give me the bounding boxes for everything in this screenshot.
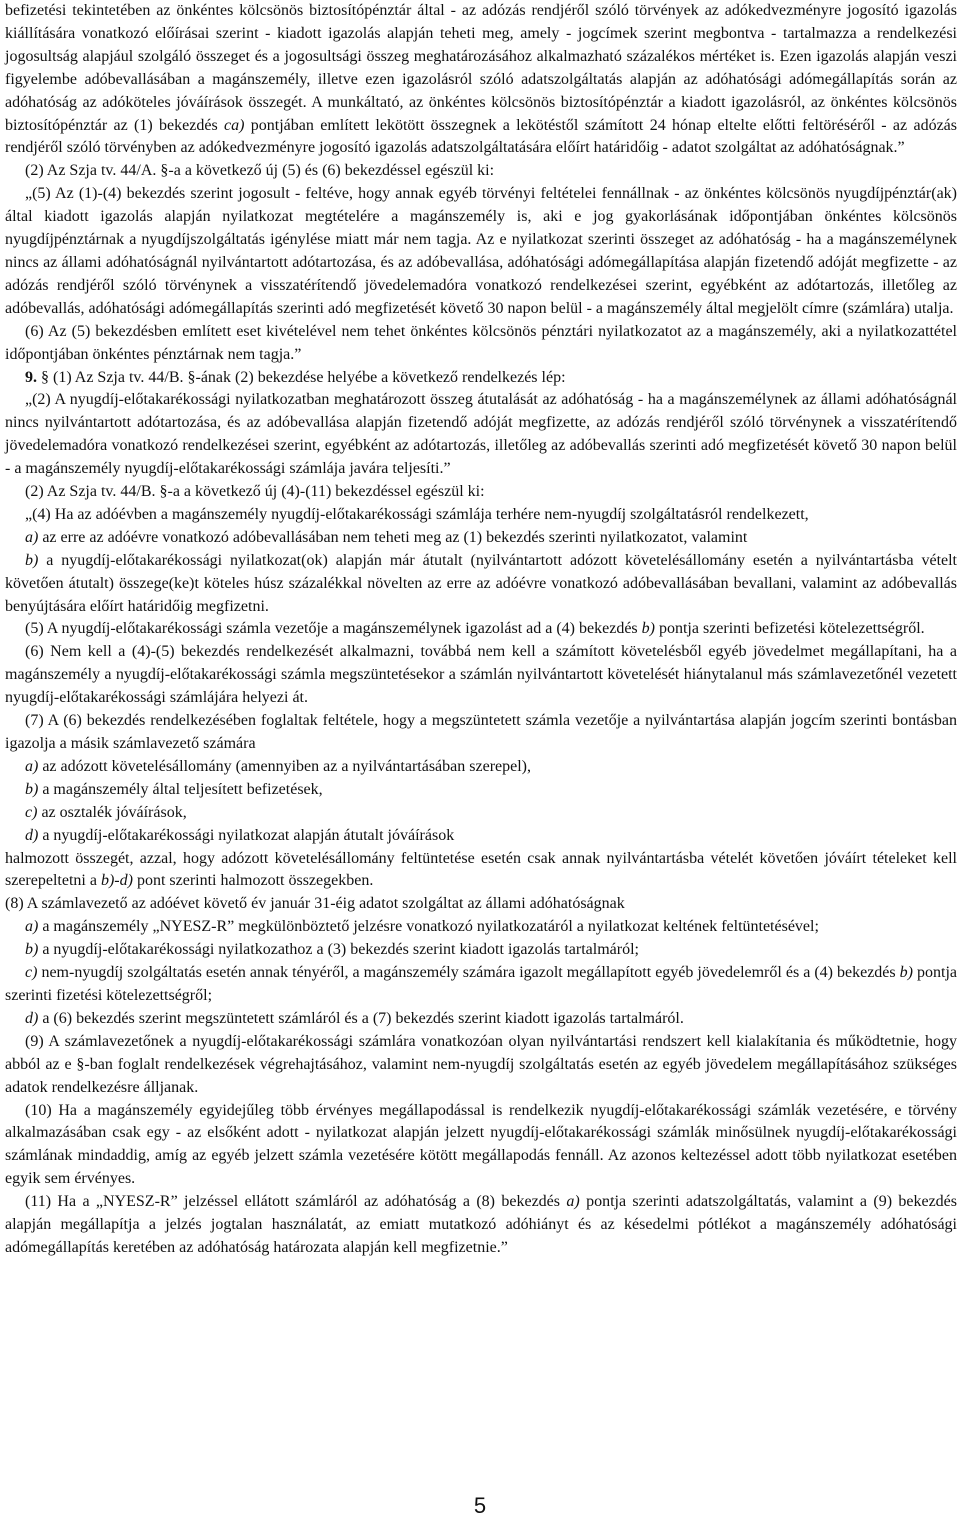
paragraph-text: „(5) Az (1)-(4) bekezdés szerint jogosult - feltéve, hogy annak egyéb törvényi feltételei fennállnak - az önkéntes kölcsönös nyugdíjpénztár(ak) által kiadott igazolás alapján nyilatkozat megtételére a magánszemély is, aki e jog gyakorlásának időpontjában önkéntes kölcsönös nyugdíjpénztárnak a nyugdíjszolgáltatás igénylése miatt már nem tagja. Az e nyilatkozat szerinti összeget az adóhatóság - ha a magánszemélynek nincs az állami adóhatóságnál nyilvántartott adótartozása, és az adóbevallása, adóhatósági adómegállapítása alapján fizetendő adóját megfizette - az adózás rendjéről szóló törvénynek a visszatérítendő jövedelemadóra vonatkozó rendelkezései szerint, egyébként az adótartozás, illetőleg az adóbevallás, adóhatósági adómegállapítás szerinti adó megfizetését követő 30 napon belül - a magánszemély által megjelölt címre (számlára) utalja.	[5, 185, 957, 317]
paragraph	[5, 893, 957, 916]
document-body	[5, 0, 957, 1260]
paragraph	[5, 1008, 957, 1031]
paragraph-text: pontja szerinti fizetési kötelezettségről;	[5, 964, 957, 1004]
point-reference: b)	[25, 551, 39, 569]
point-reference: a)	[25, 528, 39, 546]
paragraph	[5, 1031, 957, 1100]
paragraph-text: pontja szerinti adatszolgáltatás, valamint a (9) bekezdés alapján megállapítja a jelzés jogtalan használatát, az emiatt mutatkozó adóhiányt és az késedelmi pótlékot a magánszemély adóhatósági adómegállapítás keretében az adóhatóság határozata alapján kell megfizetnie.”	[5, 1193, 958, 1256]
point-reference: b)	[641, 620, 655, 638]
paragraph-text: (7) A (6) bekezdés rendelkezésében foglaltak feltétele, hogy a megszüntetett számla vezetője a nyilvántartása alapján jogcím szerinti bontásban igazolja a másik számlavezető számára	[5, 712, 957, 752]
paragraph-text: pontjában említett lekötött összegnek a lekötéstől számított 24 hónap eltelte előtti feltöréséről - az adózás rendjéről szóló törvényben az adókedvezményre jogosító igazolás adatszolgáltatására előírt határidőig - adatot szolgáltat az adóhatóságnak.”	[5, 116, 957, 157]
paragraph-text: (2) Az Szja tv. 44/A. §-a a következő új (5) és (6) bekezdéssel egészül ki:	[25, 162, 495, 180]
paragraph	[5, 916, 957, 939]
point-reference: b)	[25, 780, 39, 798]
paragraph	[5, 710, 957, 756]
paragraph	[5, 550, 957, 619]
paragraph	[5, 160, 957, 183]
point-reference: d)	[25, 826, 39, 844]
paragraph	[5, 0, 957, 160]
paragraph-text: a nyugdíj-előtakarékossági nyilatkozat alapján átutalt jóváírások	[38, 826, 455, 844]
paragraph-text: (10) Ha a magánszemély egyidejűleg több érvényes megállapodással is rendelkezik nyugdíj-előtakarékossági számlák vezetésére, e törvény alkalmazásában csak egy - az elsőként adott - nyilatkozat alapján jelzett nyugdíj-előtakarékossági számlák minősülnek nyugdíj-előtakarékossági számlának mindaddig, amíg az egyéb jelzett számla vezetésére kötött megállapodás fennáll. Az azonos keltezéssel adott több nyilatkozat esetében egyik sem érvényes.	[5, 1101, 957, 1188]
paragraph-text: (5) A nyugdíj-előtakarékossági számla vezetője a magánszemélynek igazolást ad a (4) bekezdés	[25, 620, 642, 638]
section-number: 9.	[25, 368, 37, 386]
paragraph	[5, 939, 957, 962]
paragraph-text: pont szerinti halmozott összegekben.	[132, 872, 374, 890]
paragraph	[5, 183, 957, 320]
point-reference: b)	[899, 964, 913, 982]
paragraph-text: az adózott követelésállomány (amennyiben az a nyilvántartásában szerepel),	[38, 757, 531, 775]
paragraph-text: befizetési tekintetében az önkéntes kölcsönös biztosítópénztár által - az adózás rendjéről szóló törvények az adókedvezményre jogosító igazolás kiállítására vonatkozó előírásai szerint - kiadott igazolás alapján teheti meg, amely - jogcímek szerint megbontva - tartalmazza a rendelkezési jogosultság alapjául szolgáló összeget és a jogosultsági összeg meghatározásához alkalmazható százalékos mértéket is. Ezen igazolás alapján veszi figyelembe adóbevallásában a magánszemély, illetve ezen igazolásról szóló adatszolgáltatás alapján az adóhatósági adómegállapítás során az adóhatóság az adóköteles jóváírások összegét. A munkáltató, az önkéntes kölcsönös biztosítópénztár a kiadott igazolásról, az önkéntes kölcsönös biztosítópénztár az (1) bekezdés	[5, 2, 957, 134]
point-reference: b)	[25, 941, 39, 959]
point-reference: a)	[566, 1193, 580, 1211]
point-reference: b)-d)	[100, 872, 133, 890]
point-reference: a)	[25, 757, 39, 775]
paragraph	[5, 389, 957, 481]
paragraph-text: a magánszemély „NYESZ-R” megkülönböztető jelzésre vonatkozó nyilatkozatáról a nyilatkozat keltének feltüntetésével;	[38, 918, 819, 936]
paragraph	[5, 779, 957, 802]
paragraph	[5, 756, 957, 779]
paragraph	[5, 1100, 957, 1192]
paragraph	[5, 802, 957, 825]
paragraph-text: (6) Az (5) bekezdésben említett eset kivételével nem tehet önkéntes kölcsönös pénztári nyilatkozatot az a magánszemély, aki a nyilatkozattétel időpontjában önkéntes pénztárnak nem tagja.”	[5, 322, 957, 363]
paragraph-text: (6) Nem kell a (4)-(5) bekezdés rendelkezését alkalmazni, továbbá nem kell a számított követelésből egyéb jövedelmet megállapítani, ha a magánszemély a nyugdíj-előtakarékossági számla megszüntetésekor a számlán nyilvántartott követelését hiánytalanul más számlavezetőnél vezetett nyugdíj-előtakarékossági számlájára helyezi át.	[5, 643, 957, 707]
paragraph	[5, 825, 957, 848]
paragraph-text: (11) Ha a „NYESZ-R” jelzéssel ellátott számláról az adóhatóság a (8) bekezdés	[25, 1193, 567, 1211]
paragraph-text: (2) Az Szja tv. 44/B. §-a a következő új (4)-(11) bekezdéssel egészül ki:	[25, 483, 485, 501]
paragraph-text: (9) A számlavezetőnek a nyugdíj-előtakarékossági számlára vonatkozóan olyan nyilvántartási rendszert kell kialakítania és működtetnie, hogy abból az e §-ban foglalt rendelkezések végrehajtásához, valamint nem-nyugdíj szolgáltatás esetén az egyéb jövedelem megállapításához szükséges adatok rendelkezésre álljanak.	[5, 1032, 957, 1096]
paragraph-text: a nyugdíj-előtakarékossági nyilatkozat(ok) alapján már átutalt (nyilvántartott adózott követelésállomány esetén a nyilvántartásba vételt követően átutalt) összege(ke)t köteles húsz százalékkal növelten az erre az adóévre vonatkozó adóbevallásában bevallani, valamint az adóbevallás benyújtására előírt határidőig megfizetni.	[5, 551, 957, 615]
page-number: 5	[473, 1493, 487, 1518]
paragraph-text: nem-nyugdíj szolgáltatás esetén annak tényéről, a magánszemély számára igazolt megállapított egyéb jövedelemről és a (4) bekezdés	[37, 964, 900, 982]
point-reference: ca)	[224, 116, 245, 134]
paragraph-text: pontja szerinti befizetési kötelezettségről.	[654, 620, 925, 638]
point-reference: d)	[25, 1009, 39, 1027]
paragraph-text: a (6) bekezdés szerint megszüntetett számláról és a (7) bekezdés szerint kiadott igazolás tartalmáról.	[38, 1009, 684, 1027]
paragraph-text: az erre az adóévre vonatkozó adóbevallásában nem teheti meg az (1) bekezdés szerinti nyilatkozatot, valamint	[38, 528, 748, 546]
paragraph-text: (8) A számlavezető az adóévet követő év január 31-éig adatot szolgáltat az állami adóhatóságnak	[5, 895, 625, 913]
paragraph	[5, 641, 957, 710]
paragraph	[5, 962, 957, 1008]
paragraph	[5, 504, 957, 527]
paragraph-text: a magánszemély által teljesített befizetések,	[38, 780, 323, 798]
paragraph	[5, 848, 957, 894]
paragraph	[5, 527, 957, 550]
paragraph-text: az osztalék jóváírások,	[37, 803, 187, 821]
paragraph-text: a nyugdíj-előtakarékossági nyilatkozathoz a (3) bekezdés szerint kiadott igazolás tartalmáról;	[38, 941, 639, 959]
paragraph	[5, 481, 957, 504]
paragraph-text: halmozott összegét, azzal, hogy adózott követelésállomány feltüntetése esetén csak annak nyilvántartásba vételét követően jóváírt tételeket kell szerepeltetni a	[5, 849, 957, 890]
paragraph-text: „(4) Ha az adóévben a magánszemély nyugdíj-előtakarékossági számlája terhére nem-nyugdíj szolgáltatásról rendelkezett,	[25, 505, 809, 523]
paragraph	[5, 1191, 957, 1260]
paragraph	[5, 367, 957, 390]
paragraph	[5, 321, 957, 367]
paragraph	[5, 618, 957, 641]
point-reference: c)	[25, 964, 38, 982]
point-reference: a)	[25, 918, 39, 936]
paragraph-text: § (1) Az Szja tv. 44/B. §-ának (2) bekezdése helyébe a következő rendelkezés lép:	[37, 368, 566, 386]
paragraph-text: „(2) A nyugdíj-előtakarékossági nyilatkozatban meghatározott összeg átutalását az adóhatóság - ha a magánszemélynek az állami adóhatóságnál nincs nyilvántartott adótartozása, és az adóbevallása alapján fizetendő adóját megfizette, az adózás rendjéről szóló törvénynek a visszatérítendő jövedelemadóra vonatkozó rendelkezései szerint, egyébként az adótartozás, illetőleg az adóbevallás szerinti adó megfizetését követő 30 napon belül - a magánszemély nyugdíj-előtakarékossági számlája javára teljesíti.”	[5, 391, 957, 478]
point-reference: c)	[25, 803, 38, 821]
